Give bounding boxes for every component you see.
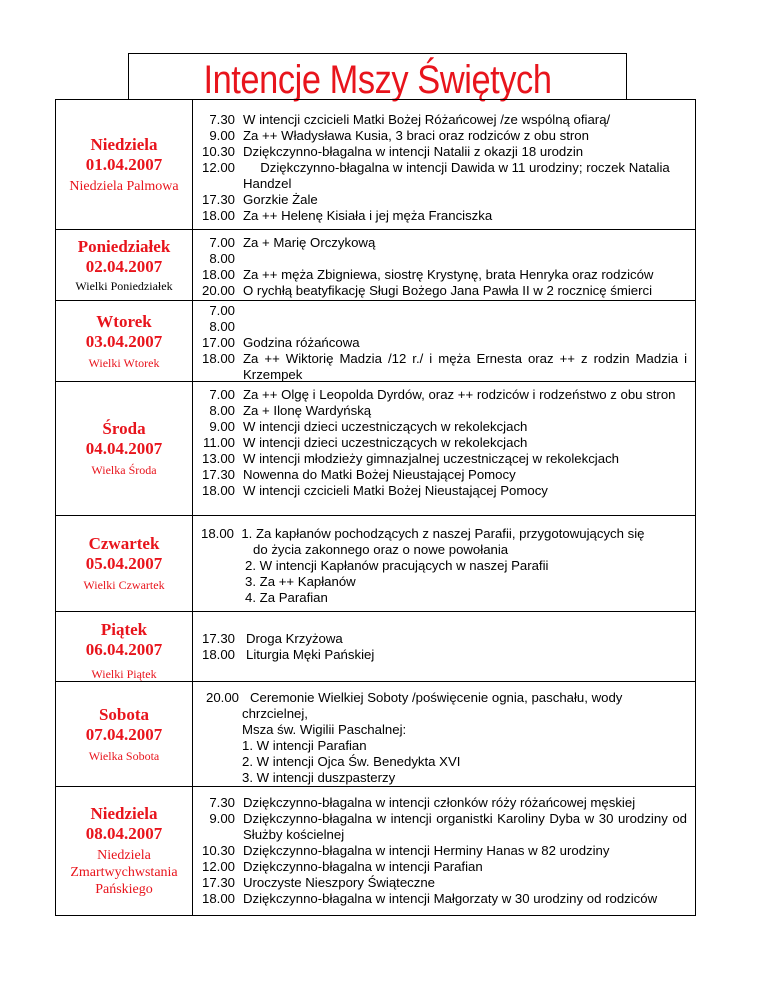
mass-time: 7.00 xyxy=(209,387,235,402)
intention-line: 17.30 Droga Krzyżowa xyxy=(202,631,343,646)
day-name: Niedziela xyxy=(90,804,158,823)
mass-time: 8.00 xyxy=(209,251,235,266)
mass-intention: Uroczyste Nieszpory Świąteczne xyxy=(243,875,436,890)
mass-intention: Godzina różańcowa xyxy=(243,335,360,350)
mass-item xyxy=(193,451,687,467)
mass-item xyxy=(193,811,687,843)
mass-time: 7.00 xyxy=(209,303,235,318)
schedule-table xyxy=(55,99,696,916)
title-box xyxy=(128,53,627,102)
day-row-sunday-2 xyxy=(56,787,695,915)
mass-time: 10.30 xyxy=(201,144,235,159)
mass-item xyxy=(193,283,687,299)
intention-line: 18.00 1. Za kapłanów pochodzących z naszej Parafii, przygotowujących się xyxy=(201,526,645,541)
day-name: Czwartek xyxy=(88,534,160,553)
mass-item xyxy=(193,160,687,192)
day-cell xyxy=(56,100,193,229)
mass-item xyxy=(193,112,687,128)
day-date: 03.04.2007 xyxy=(85,331,163,351)
mass-item xyxy=(193,387,687,403)
mass-item xyxy=(193,208,687,224)
mass-intention: W intencji dzieci uczestniczących w rekolekcjach xyxy=(243,419,528,434)
intention-line: 3. W intencji duszpasterzy xyxy=(242,770,396,785)
mass-intention: Dziękczynno-błagalna w intencji członków róży różańcowej męskiej xyxy=(243,795,636,810)
day-name: Poniedziałek xyxy=(77,236,171,256)
mass-item xyxy=(193,795,687,811)
mass-intention: Gorzkie Żale xyxy=(243,192,318,207)
intention-line: 1. W intencji Parafian xyxy=(242,738,367,753)
mass-item xyxy=(193,235,687,251)
mass-item xyxy=(193,303,687,319)
day-date: 06.04.2007 xyxy=(85,640,163,659)
mass-time: 7.30 xyxy=(209,112,235,127)
mass-intention: Za ++ Helenę Kisiała i jej męża Franciszka xyxy=(243,208,493,223)
mass-item xyxy=(193,483,687,499)
intention-line: 4. Za Parafian xyxy=(245,590,328,605)
day-row-thursday xyxy=(56,516,695,612)
mass-time: 17.30 xyxy=(201,875,235,890)
mass-intention xyxy=(243,251,687,267)
mass-intention: Za ++ Olgę i Leopolda Dyrdów, oraz ++ rodziców i rodzeństwo z obu stron xyxy=(243,387,676,402)
day-row-saturday xyxy=(56,682,695,787)
mass-time: 20.00 xyxy=(201,283,235,298)
day-name: Piątek xyxy=(100,620,148,639)
day-row-sunday-1 xyxy=(56,100,695,230)
intention-line: 3. Za ++ Kapłanów xyxy=(245,574,356,589)
mass-intention: Dziękczynno-błagalna w intencji Natalii z okazji 18 urodzin xyxy=(243,144,584,159)
mass-intention xyxy=(243,319,687,335)
mass-time: 7.00 xyxy=(209,235,235,250)
intention-line: 18.00 Liturgia Męki Pańskiej xyxy=(202,647,375,662)
day-date: 02.04.2007 xyxy=(85,256,163,276)
day-row-wednesday xyxy=(56,382,695,516)
mass-item xyxy=(193,192,687,208)
intention-block xyxy=(193,516,695,611)
mass-item xyxy=(193,128,687,144)
day-cell xyxy=(56,682,193,786)
day-row-friday xyxy=(56,612,695,682)
mass-intention: W intencji czcicieli Matki Bożej Nieustającej Pomocy xyxy=(243,483,548,498)
mass-intention: O rychłą beatyfikację Sługi Bożego Jana Pawła II w 2 rocznicę śmierci xyxy=(243,283,652,298)
mass-intention: Za ++ Wiktorię Madzia /12 r./ i męża Ernesta oraz ++ z rodzin Madzia i Krzempek xyxy=(243,351,687,382)
day-date: 07.04.2007 xyxy=(85,724,163,744)
mass-time: 13.00 xyxy=(201,451,235,466)
day-name: Środa xyxy=(102,419,146,438)
day-cell xyxy=(56,230,193,300)
mass-list xyxy=(193,787,695,915)
mass-intention xyxy=(243,303,687,319)
mass-time: 11.00 xyxy=(202,435,235,450)
mass-intention: Nowenna do Matki Bożej Nieustającej Pomocy xyxy=(243,467,516,482)
mass-time: 8.00 xyxy=(209,403,235,418)
day-row-tuesday xyxy=(56,301,695,382)
mass-item xyxy=(193,875,687,891)
mass-time: 18.00 xyxy=(201,208,235,223)
day-subtitle: Wielki Wtorek xyxy=(88,355,160,370)
mass-item xyxy=(193,251,687,267)
mass-time: 10.30 xyxy=(201,843,235,858)
mass-time: 17.30 xyxy=(201,467,235,482)
mass-intention: Dziękczynno-błagalna w intencji Dawida w 11 urodziny; roczek Natalia Handzel xyxy=(243,160,670,191)
mass-list xyxy=(193,100,695,229)
mass-intention: W intencji czcicieli Matki Bożej Różańcowej /ze wspólną ofiarą/ xyxy=(243,112,611,127)
mass-list xyxy=(193,230,695,300)
day-subtitle: Niedziela Palmowa xyxy=(69,178,179,194)
intention-line: 2. W intencji Kapłanów pracujących w naszej Parafii xyxy=(245,558,549,573)
intention-line: do życia zakonnego oraz o nowe powołania xyxy=(253,542,509,557)
mass-time: 12.00 xyxy=(201,859,235,874)
day-cell xyxy=(56,612,193,681)
mass-time: 8.00 xyxy=(209,319,235,334)
day-subtitle: Wielka Środa xyxy=(91,463,157,477)
day-name: Wtorek xyxy=(96,311,152,331)
intention-block xyxy=(193,682,695,786)
mass-list xyxy=(193,382,695,515)
day-cell xyxy=(56,301,193,381)
mass-intention: Dziękczynno-błagalna w intencji organistki Karoliny Dyba w 30 urodziny od Służby kościelnej xyxy=(243,811,687,842)
mass-time: 18.00 xyxy=(201,267,235,282)
mass-time: 18.00 xyxy=(201,483,235,498)
day-row-monday xyxy=(56,230,695,301)
day-cell xyxy=(56,516,193,611)
mass-intention: Dziękczynno-błagalna w intencji Parafian xyxy=(243,859,483,874)
mass-item xyxy=(193,335,687,351)
mass-intention: Dziękczynno-błagalna w intencji Małgorzaty w 30 urodziny od rodziców xyxy=(243,891,658,906)
mass-intention: Za ++ męża Zbigniewa, siostrę Krystynę, brata Henryka oraz rodziców xyxy=(243,267,654,282)
day-cell xyxy=(56,787,193,915)
mass-time: 17.30 xyxy=(201,192,235,207)
day-date: 05.04.2007 xyxy=(85,554,163,573)
mass-item xyxy=(193,843,687,859)
day-date: 04.04.2007 xyxy=(85,439,163,458)
mass-intention: W intencji dzieci uczestniczących w rekolekcjach xyxy=(243,435,528,450)
mass-intention: Dziękczynno-błagalna w intencji Herminy Hanas w 82 urodziny xyxy=(243,843,610,858)
day-cell xyxy=(56,382,193,515)
mass-item xyxy=(193,351,687,383)
mass-intention: Za + Ilonę Wardyńską xyxy=(243,403,372,418)
intention-line: chrzcielnej, xyxy=(242,706,308,721)
day-subtitle: Wielka Sobota xyxy=(88,748,160,763)
mass-item xyxy=(193,467,687,483)
intention-line: Msza św. Wigilii Paschalnej: xyxy=(242,722,407,737)
mass-item xyxy=(193,267,687,283)
mass-item xyxy=(193,319,687,335)
mass-item xyxy=(193,144,687,160)
mass-time: 9.00 xyxy=(209,811,235,826)
day-name: Niedziela xyxy=(90,134,158,154)
mass-time: 7.30 xyxy=(209,795,235,810)
mass-time: 9.00 xyxy=(209,419,235,434)
day-subtitle: Niedziela Zmartwychwstania Pańskiego xyxy=(70,848,178,897)
mass-list xyxy=(193,301,695,381)
mass-time: 17.00 xyxy=(201,335,235,350)
day-date: 01.04.2007 xyxy=(85,154,163,174)
day-subtitle: Wielki Piątek xyxy=(91,667,157,681)
mass-intention: Za + Marię Orczykową xyxy=(243,235,376,250)
mass-item xyxy=(193,859,687,875)
mass-intention: Za ++ Władysława Kusia, 3 braci oraz rodziców z obu stron xyxy=(243,128,589,143)
mass-time: 18.00 xyxy=(201,891,235,906)
page-title: Intencje Mszy Świętych xyxy=(203,58,552,102)
mass-time: 18.00 xyxy=(201,351,235,366)
mass-time: 9.00 xyxy=(209,128,235,143)
mass-item xyxy=(193,435,687,451)
mass-item xyxy=(193,419,687,435)
mass-intention: W intencji młodzieży gimnazjalnej uczestniczącej w rekolekcjach xyxy=(243,451,619,466)
mass-item xyxy=(193,403,687,419)
day-date: 08.04.2007 xyxy=(85,824,163,843)
intention-line: 20.00 Ceremonie Wielkiej Soboty /poświęcenie ognia, paschału, wody xyxy=(206,690,623,705)
intention-block xyxy=(193,612,695,681)
mass-time: 12.00 xyxy=(201,160,235,175)
day-subtitle: Wielki Czwartek xyxy=(83,578,165,592)
day-subtitle: Wielki Poniedziałek xyxy=(75,278,173,293)
mass-item xyxy=(193,891,687,907)
day-name: Sobota xyxy=(98,704,150,724)
intention-line: 2. W intencji Ojca Św. Benedykta XVI xyxy=(242,754,461,769)
